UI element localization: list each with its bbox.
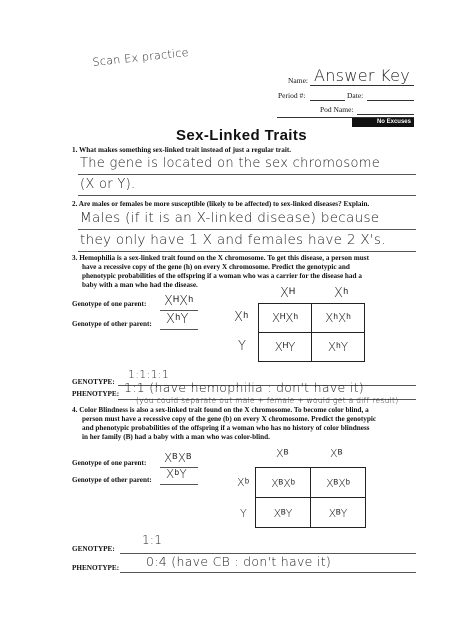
q4-cell: XᴮXᵇ	[271, 476, 295, 490]
q3-cell: XʰY	[327, 340, 349, 354]
q3-cell: XᴴY	[274, 340, 296, 354]
q3-text-line: phenotypic probabilities of the offspring if a woman who was a carrier for the disease had a	[82, 272, 362, 280]
q4-parent2-label: Genotype of other parent:	[72, 476, 152, 484]
q4-row-header-2: Y	[240, 507, 248, 520]
q4-parent1-value: XᴮXᴮ	[164, 451, 192, 465]
q4-cell: XᴮY	[273, 506, 293, 520]
q2-answer-line-1: Males (if it is an X-linked disease) because	[80, 210, 380, 226]
question-1: 1. What makes something sex-linked trait instead of just a regular trait.	[72, 146, 292, 154]
q4-row-header-1: Xᵇ	[237, 476, 250, 489]
q4-phenotype-value: 0:4 (have CB : don't have it)	[146, 554, 332, 569]
period-label: Period #:	[278, 91, 306, 100]
q3-phenotype-value: 1:1 (have hemophilia : don't have it)	[124, 380, 364, 395]
q1-answer-line-1: The gene is located on the sex chromosome	[80, 156, 381, 171]
q3-parent2-line	[160, 329, 198, 330]
q3-col-header-2: Xʰ	[334, 286, 349, 301]
q4-genotype-value: 1:1	[142, 533, 163, 547]
q4-text-line: in her family (B) had a baby with a man who was color-blind.	[82, 433, 270, 441]
q4-parent2-line	[160, 484, 198, 485]
q3-text-line: have a recessive copy of the gene (h) on every X chromosome. Predict the genotypic and	[82, 263, 350, 271]
q3-row-header-1: Xʰ	[234, 310, 249, 325]
q1-answer-line-2: (X or Y).	[80, 177, 136, 192]
q4-cell: XᴮY	[328, 506, 348, 520]
no-excuses-badge: No Excuses	[352, 118, 414, 127]
q3-parent1-value: XᴴXʰ	[164, 294, 194, 309]
q4-col-header-2: Xᴮ	[330, 447, 343, 460]
q3-row-header-2: Y	[238, 339, 247, 354]
q4-phenotype-line	[120, 572, 416, 573]
q4-genotype-label: GENOTYPE:	[72, 545, 115, 553]
q4-parent1-label: Genotype of one parent:	[72, 459, 147, 467]
q3-cell: XᴴXʰ	[271, 311, 299, 325]
q4-text-line: 4. Color Blindness is also a sex-linked trait found on the X chromosome. To become color blind, a	[72, 406, 369, 414]
q2-rule-1	[78, 229, 416, 230]
q3-punnett-square	[258, 303, 365, 362]
q3-phenotype-label: PHENOTYPE:	[72, 390, 120, 398]
q3-genotype-value: 1:1:1:1	[128, 368, 170, 381]
q4-text-line: and phenotypic probabilities of the offspring if a woman who has no history of color blindness	[82, 424, 370, 432]
scan-note: Scan Ex practice	[92, 45, 190, 69]
q4-punnett-square	[255, 467, 366, 528]
name-label: Name:	[288, 76, 308, 85]
q1-rule-2	[78, 195, 416, 196]
page-title: Sex-Linked Traits	[176, 127, 308, 144]
q3-phenotype-note: (you could separate out male + female + would get a diff result)	[136, 396, 399, 405]
pod-label: Pod Name:	[320, 105, 354, 114]
pod-line	[357, 114, 414, 115]
q4-parent2-value: XᵇY	[166, 467, 187, 481]
q3-parent2-value: XʰY	[166, 312, 189, 327]
q4-col-header-1: Xᴮ	[276, 447, 289, 460]
date-label: Date:	[347, 91, 364, 100]
q4-text-line: person must have a recessive copy of the gene (b) on every X chromosome. Predict the genotypic	[82, 415, 377, 423]
q3-col-header-1: Xᴴ	[280, 286, 296, 301]
question-4	[72, 406, 422, 442]
q4-phenotype-label: PHENOTYPE:	[72, 564, 120, 572]
q3-parent1-label: Genotype of one parent:	[72, 300, 147, 308]
q3-genotype-label: GENOTYPE:	[72, 378, 115, 386]
q3-text-line: 3. Hemophilia is a sex-linked trait found on the X chromosome. To get this disease, a person must	[72, 254, 369, 262]
q3-cell: XʰXʰ	[325, 311, 351, 325]
period-line	[310, 100, 345, 101]
name-value: Answer Key	[314, 66, 411, 85]
q2-answer-line-2: they only have 1 X and females have 2 X's.	[80, 232, 386, 248]
q1-rule-1	[78, 174, 416, 175]
q4-cell: XᴮXᵇ	[326, 476, 350, 490]
q3-parent2-label: Genotype of other parent:	[72, 320, 152, 328]
question-3	[72, 254, 417, 290]
q2-rule-2	[78, 251, 416, 252]
q3-text-line: baby with a man who had the disease.	[82, 281, 198, 289]
name-line	[310, 85, 414, 86]
date-line	[367, 100, 414, 101]
question-2: 2. Are males or females be more susceptible (likely to be affected) to sex-linked diseases? Explain.	[72, 200, 370, 208]
